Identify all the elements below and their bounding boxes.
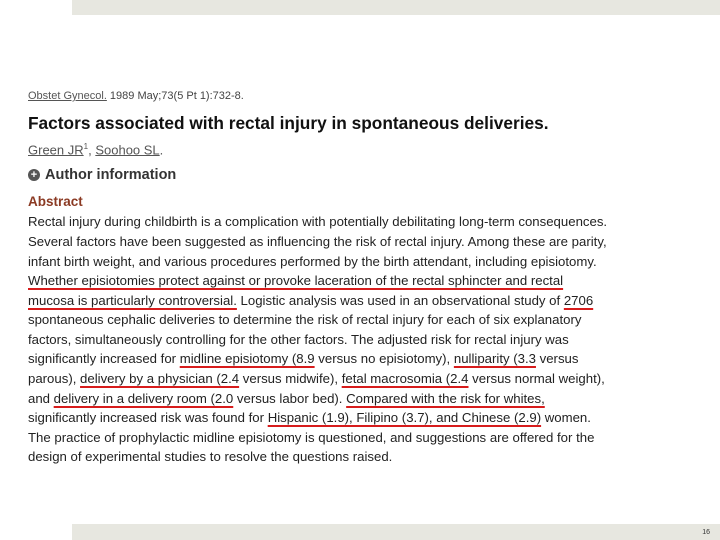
abstract-line [28, 447, 708, 467]
abstract-line [28, 330, 708, 350]
abstract-segment: infant birth weight, and various procedures performed by the birth attendant, including episiotomy. [28, 253, 597, 269]
abstract-line [28, 428, 708, 448]
abstract-segment: versus [535, 351, 579, 367]
abstract-segment: design of experimental studies to resolve the questions raised. [28, 449, 393, 465]
abstract-segment: The practice of prophylactic midline episiotomy is questioned, and suggestions are offered for the [28, 429, 595, 445]
abstract-segment: women. [541, 410, 591, 426]
top-decorative-bar [72, 0, 720, 15]
abstract-line [28, 252, 708, 272]
abstract-segment: Rectal injury during childbirth is a complication with potentially debilitating long-term consequences. [28, 214, 608, 230]
slide-number: 16 [702, 529, 710, 536]
abstract-line [28, 212, 708, 232]
author-end: . [159, 142, 164, 158]
abstract-segment: versus midwife), [239, 371, 342, 387]
abstract-segment: versus labor bed). [233, 390, 347, 406]
authors [28, 139, 708, 158]
author-information-toggle[interactable] [28, 166, 708, 184]
citation-details: 1989 May;73(5 Pt 1):732-8. [106, 90, 244, 102]
abstract-segment: significantly increased for [28, 351, 180, 367]
citation [28, 88, 708, 104]
abstract-line [28, 291, 708, 311]
highlighted-phrase: Hispanic (1.9), Filipino (3.7), and Chinese (2.9) [267, 410, 542, 426]
highlighted-phrase: nulliparity (3.3 [453, 351, 536, 367]
abstract-line [28, 271, 708, 291]
author-link-soohoo[interactable]: Soohoo SL [95, 142, 160, 158]
highlighted-phrase: Compared with the risk for whites, [346, 390, 545, 406]
highlighted-phrase: delivery in a delivery room (2.0 [53, 390, 234, 406]
author-information-label: Author information [45, 167, 177, 184]
abstract-text [28, 212, 708, 467]
abstract-line [28, 349, 708, 369]
highlighted-phrase: delivery by a physician (2.4 [80, 371, 240, 387]
author-separator: , [88, 142, 96, 158]
abstract-line [28, 369, 708, 389]
journal-link[interactable]: Obstet Gynecol. [28, 90, 107, 102]
abstract-segment: significantly increased risk was found for [28, 410, 268, 426]
plus-circle-icon[interactable]: + [28, 169, 40, 181]
abstract-segment: versus no episiotomy), [314, 351, 454, 367]
abstract-segment: versus normal weight), [468, 371, 605, 387]
abstract-segment: factors, simultaneously controlling for the other factors. The adjusted risk for rectal injury was [28, 331, 569, 347]
abstract-line [28, 408, 708, 428]
abstract-segment: and [28, 390, 54, 406]
abstract-line [28, 232, 708, 252]
author-link-green[interactable]: Green JR [28, 142, 84, 158]
abstract-segment: Logistic analysis was used in an observational study of [236, 292, 564, 308]
bottom-decorative-bar [72, 524, 720, 540]
highlighted-phrase: midline episiotomy (8.9 [179, 351, 315, 367]
article-content [28, 88, 708, 467]
highlighted-phrase: 2706 [563, 292, 594, 308]
abstract-heading: Abstract [28, 194, 83, 210]
abstract-segment: Several factors have been suggested as influencing the risk of rectal injury. Among these are parity, [28, 233, 607, 249]
abstract-segment: spontaneous cephalic deliveries to determine the risk of rectal injury for each of six explanatory [28, 312, 582, 328]
abstract-segment: parous), [28, 371, 81, 387]
affiliation-marker: 1 [83, 142, 89, 151]
abstract-line [28, 389, 708, 409]
highlighted-phrase: Whether episiotomies protect against or provoke laceration of the rectal sphincter and rectal [28, 273, 564, 289]
article-title: Factors associated with rectal injury in spontaneous deliveries. [28, 113, 549, 133]
highlighted-phrase: mucosa is particularly controversial. [28, 292, 237, 308]
abstract-line [28, 310, 708, 330]
highlighted-phrase: fetal macrosomia (2.4 [341, 371, 469, 387]
